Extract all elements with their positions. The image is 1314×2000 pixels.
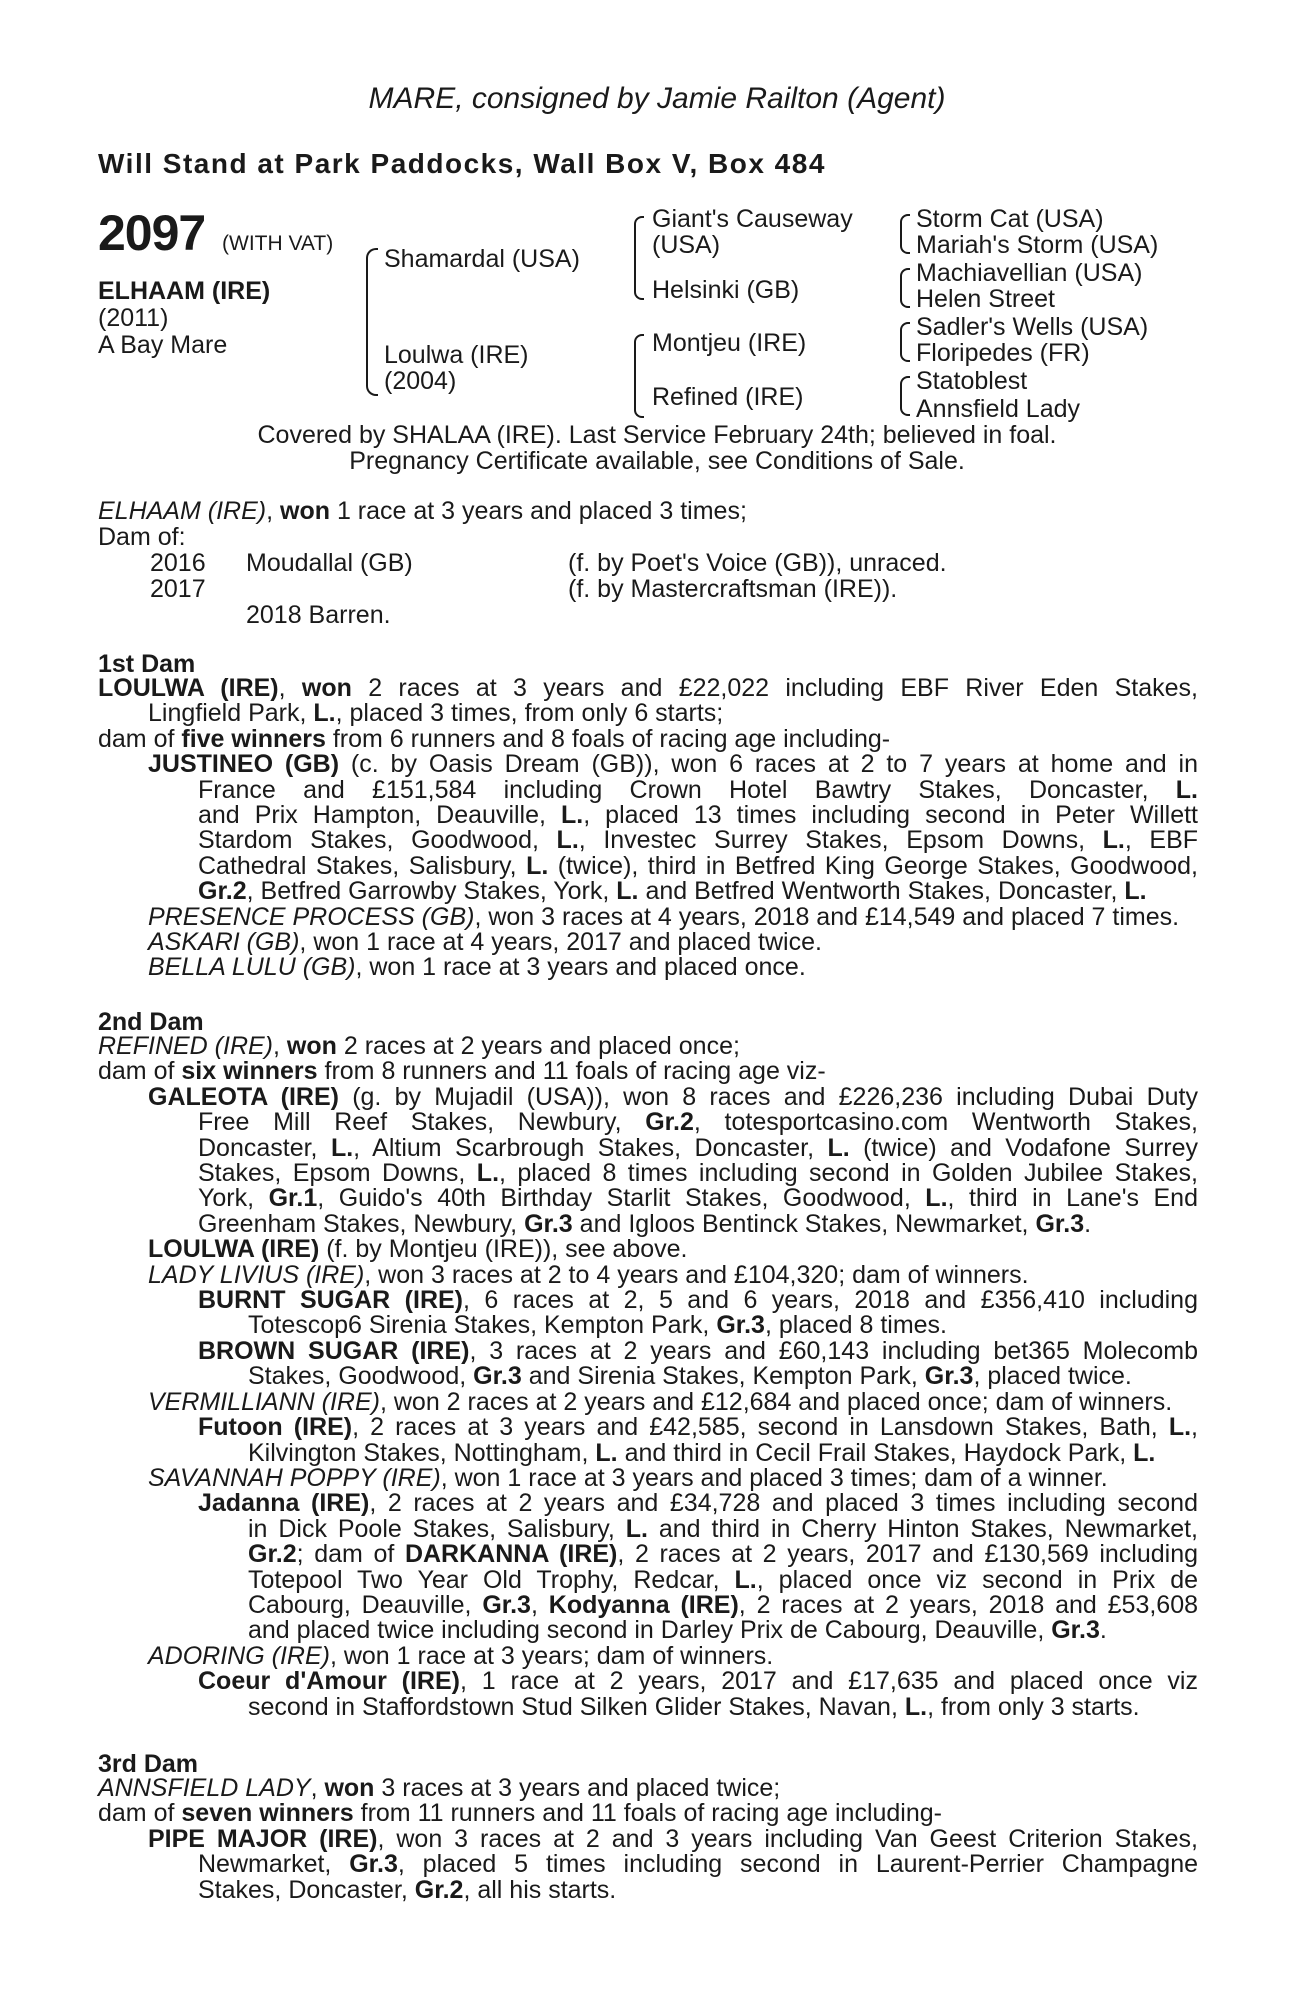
- produce-year: 2016: [150, 549, 206, 577]
- pedigree-g5: Sadler's Wells (USA): [916, 313, 1149, 341]
- produce-year: 2017: [150, 575, 206, 603]
- first-dam-heading: 1st Dam: [98, 650, 196, 678]
- certificate-line: Pregnancy Certificate available, see Conditions of Sale.: [349, 447, 965, 475]
- brace-sire: [634, 216, 644, 300]
- barren-note: 2018 Barren.: [246, 601, 391, 629]
- third-dam-section: ANNSFIELD LADY, won 3 races at 3 years and placed twice; dam of seven winners from 11 runners and 11 foals of racing age including- PIPE MAJOR (IRE), won 3 races at 2 and 3 years including Van Geest Criterion Stakes, Newmarket, Gr.3, placed 5 times including second in Laurent-Perrier Champagne Stakes, Doncaster, Gr.2, all his starts.: [98, 1774, 1199, 1904]
- brace-dam: [634, 334, 644, 418]
- first-dam-section: LOULWA (IRE), won 2 races at 3 years and £22,022 including EBF River Eden Stakes, Lingfield Park, L., placed 3 times, from only 6 starts; dam of five winners from 6 runners and 8 foals of racing age including- JUSTINEO (GB) (c. by Oasis Dream (GB)), won 6 races at 2 to 7 years at home and in France and £151,584 including Crown Hotel Bawtry Stakes, Doncaster, L. and Prix Hampton, Deauville, L., placed 13 times including second in Peter Willett Stardom Stakes, Goodwood, L., Investec Surrey Stakes, Epsom Downs, L., EBF Cathedral Stakes, Salisbury, L. (twice), third in Betfred King George Stakes, Goodwood, Gr.2, Betfred Garrowby Stakes, York, L. and Betfred Wentworth Stakes, Doncaster, L. PRESENCE PROCESS (GB), won 3 races at 4 years, 2018 and £14,549 and placed 7 times. ASKARI (GB), won 1 race at 4 years, 2017 and placed twice. BELLA LULU (GB), won 1 race at 3 years and placed once.: [98, 674, 1199, 982]
- produce-detail: (f. by Mastercraftsman (IRE)).: [568, 575, 898, 603]
- pedigree-g6: Floripedes (FR): [916, 339, 1090, 367]
- lot-number: 2097: [98, 205, 206, 261]
- brace-g34: [900, 268, 910, 308]
- pedigree-g7: Statoblest: [916, 367, 1028, 395]
- lot-name: ELHAAM (IRE): [98, 277, 271, 305]
- pedigree-g1: Storm Cat (USA): [916, 205, 1104, 233]
- pedigree-dam-sire: Montjeu (IRE): [652, 329, 807, 357]
- pedigree-sire-sire: Giant's Causeway: [652, 205, 853, 233]
- lot-year: (2011): [98, 304, 169, 332]
- page-subtitle: Will Stand at Park Paddocks, Wall Box V, Box 484: [98, 148, 826, 179]
- lot-description: A Bay Mare: [98, 331, 228, 359]
- pedigree-sire-sire-country: (USA): [652, 231, 721, 259]
- mare-record: ELHAAM (IRE), won 1 race at 3 years and placed 3 times;: [98, 497, 747, 525]
- third-dam-heading: 3rd Dam: [98, 1750, 199, 1778]
- pedigree-g4: Helen Street: [916, 285, 1055, 313]
- brace-g56: [900, 322, 910, 362]
- second-dam-heading: 2nd Dam: [98, 1008, 204, 1036]
- second-dam-section: REFINED (IRE), won 2 races at 2 years and placed once; dam of six winners from 8 runners and 11 foals of racing age viz- GALEOTA (IRE) (g. by Mujadil (USA)), won 8 races and £226,236 including Dubai Duty Free Mill Reef Stakes, Newbury, Gr.2, totesportcasino.com Wentworth Stakes, Doncaster, L., Altium Scarbrough Stakes, Doncaster, L. (twice) and Vodafone Surrey Stakes, Epsom Downs, L., placed 8 times including second in Golden Jubilee Stakes, York, Gr.1, Guido's 40th Birthday Starlit Stakes, Goodwood, L., third in Lane's End Greenham Stakes, Newbury, Gr.3 and Igloos Bentinck Stakes, Newmarket, Gr.3. LOULWA (IRE) (f. by Montjeu (IRE)), see above. LADY LIVIUS (IRE), won 3 races at 2 to 4 years and £104,320; dam of winners. BURNT SUGAR (IRE), 6 races at 2, 5 and 6 years, 2018 and £356,410 including Totescop6 Sirenia Stakes, Kempton Park, Gr.3, placed 8 times. BROWN SUGAR (IRE), 3 races at 2 years and £60,143 including bet365 Molecomb Stakes, Goodwood, Gr.3 and Sirenia Stakes, Kempton Park, Gr.3, placed twice. VERMILLIANN (IRE), won 2 races at 2 years and £12,684 and placed once; dam of winners. Futoon (IRE), 2 races at 3 years and £42,585, second in Lansdown Stakes, Bath, L., Kilvington Stakes, Nottingham, L. and third in Cecil Frail Stakes, Haydock Park, L. SAVANNAH POPPY (IRE), won 1 race at 3 years and placed 3 times; dam of a winner. Jadanna (IRE), 2 races at 2 years and £34,728 and placed 3 times including second in Dick Poole Stakes, Salisbury, L. and third in Cherry Hinton Stakes, Newmarket, Gr.2; dam of DARKANNA (IRE), 2 races at 2 years, 2017 and £130,569 including Totepool Two Year Old Trophy, Redcar, L., placed once viz second in Prix de Cabourg, Deauville, Gr.3, Kodyanna (IRE), 2 races at 2 years, 2018 and £53,608 and placed twice including second in Darley Prix de Cabourg, Deauville, Gr.3. ADORING (IRE), won 1 race at 3 years; dam of winners. Coeur d'Amour (IRE), 1 race at 2 years, 2017 and £17,635 and placed once viz second in Staffordstown Stud Silken Glider Stakes, Navan, L., from only 3 starts.: [98, 1032, 1199, 1721]
- pedigree-sire-dam: Helsinki (GB): [652, 276, 800, 304]
- brace-main: [366, 248, 378, 396]
- pedigree-g8: Annsfield Lady: [916, 395, 1081, 423]
- brace-g78: [900, 376, 910, 416]
- lot-vat: (WITH VAT): [222, 232, 334, 255]
- brace-g12: [900, 214, 910, 254]
- page-title: MARE, consigned by Jamie Railton (Agent): [368, 82, 946, 115]
- produce-name: Moudallal (GB): [246, 549, 413, 577]
- pedigree-g2: Mariah's Storm (USA): [916, 231, 1159, 259]
- dam-of-label: Dam of:: [98, 523, 186, 551]
- pedigree-dam-dam: Refined (IRE): [652, 383, 804, 411]
- produce-detail: (f. by Poet's Voice (GB)), unraced.: [568, 549, 947, 577]
- pedigree-dam: Loulwa (IRE): [384, 341, 529, 369]
- pedigree-dam-year: (2004): [384, 367, 457, 395]
- pedigree-sire: Shamardal (USA): [384, 245, 580, 273]
- covered-line: Covered by SHALAA (IRE). Last Service February 24th; believed in foal.: [257, 421, 1057, 449]
- pedigree-g3: Machiavellian (USA): [916, 259, 1143, 287]
